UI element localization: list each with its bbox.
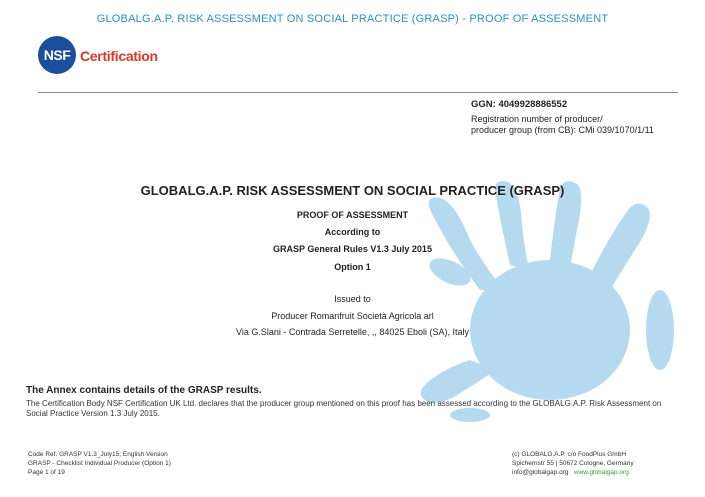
footer-code-ref: Code Ref. GRASP V1.3_July15; English Version: [28, 451, 168, 458]
footer-address: Spichernstr 55 | 50672 Cologne, Germany: [512, 460, 634, 467]
footer-website[interactable]: www.globalgap.org: [573, 469, 629, 476]
footer-page: Page 1 of 19: [28, 469, 65, 476]
footer-contact: [512, 468, 634, 477]
annex-text: The Certification Body NSF Certification UK Ltd. declares that the producer group mentioned on this proof has been assessed according to the GLOBALG.A.P. Risk Assessment on Social Practice Version 1.3 July 2015.: [26, 399, 662, 418]
registration-line-2: producer group (from CB): CMi 039/1070/1/11: [471, 125, 654, 135]
header-title: GLOBALG.A.P. RISK ASSESSMENT ON SOCIAL PRACTICE (GRASP) - PROOF OF ASSESSMENT: [96, 13, 609, 25]
logo-mark: NSF: [38, 36, 76, 74]
nsf-logo: [38, 36, 168, 76]
ggn-number: GGN: 4049928886552: [471, 99, 568, 110]
footer-copyright: (c) GLOBALG.A.P. c/o FoodPlus GmbH: [512, 451, 627, 458]
according-to: According to: [324, 227, 381, 237]
footer-left: [28, 450, 171, 477]
footer-checklist: GRASP - Checklist Individual Producer (Option 1): [28, 460, 171, 467]
annex-title: The Annex contains details of the GRASP results.: [26, 385, 262, 396]
issued-to: Issued to: [334, 294, 371, 304]
footer-right: [512, 450, 634, 477]
divider: [38, 92, 678, 93]
document-title: GLOBALG.A.P. RISK ASSESSMENT ON SOCIAL PRACTICE (GRASP): [140, 183, 565, 198]
logo-text: Certification: [80, 48, 158, 64]
registration-number: [471, 114, 696, 136]
grasp-rules: GRASP General Rules V1.3 July 2015: [273, 244, 432, 254]
registration-line-1: Registration number of producer/: [471, 114, 603, 124]
producer-name: Producer Romanfruit Società Agricola arl: [271, 311, 434, 321]
option: Option 1: [334, 262, 371, 272]
proof-heading: PROOF OF ASSESSMENT: [296, 210, 409, 220]
footer-email[interactable]: info@globalgap.org: [512, 469, 569, 476]
producer-address: Via G.Slani - Contrada Serretelle, ,, 84025 Eboli (SA), Italy: [236, 327, 469, 337]
